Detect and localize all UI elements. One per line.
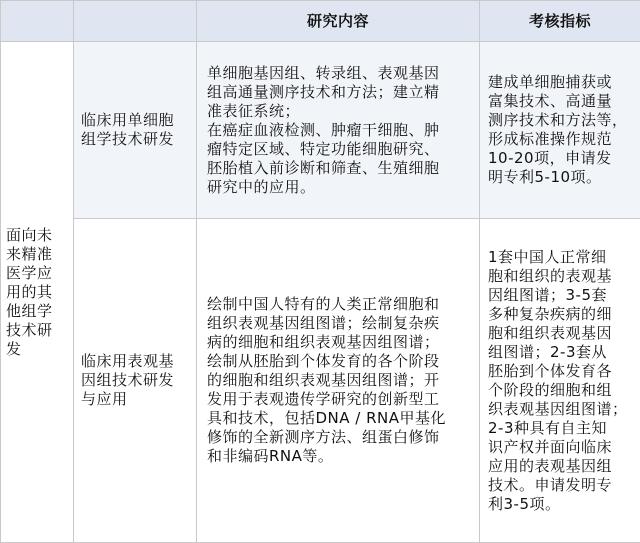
row-title bbox=[74, 352, 196, 409]
indicator-line: 利3-5项。 bbox=[488, 494, 561, 513]
row-title-line: 因组技术研发 bbox=[81, 371, 175, 389]
content-line: 发用于表观遗传学研究的创新型工 bbox=[207, 390, 440, 408]
indicator-line: 多种复杂疾病的细 bbox=[488, 304, 613, 323]
group-label-line: 医学应 bbox=[6, 263, 53, 282]
indicator-line: 明专利5-10项。 bbox=[488, 168, 602, 186]
header-research-content: 研究内容 bbox=[197, 1, 480, 42]
row-title-line: 临床用表观基 bbox=[81, 352, 175, 370]
content-line: 胚胎植入前诊断和筛查、生殖细胞 bbox=[207, 158, 440, 177]
header-assessment-indicators: 考核指标 bbox=[480, 1, 640, 42]
content-line: 研究中的应用。 bbox=[207, 177, 316, 196]
group-label-line: 他组学 bbox=[6, 301, 53, 320]
content-line: 组织表观基因组图谱；绘制复杂疾 bbox=[207, 314, 440, 332]
group-label-line: 技术研 bbox=[6, 320, 53, 339]
indicator-line: 2-3种具有自主知 bbox=[488, 418, 608, 437]
indicator-line: 形成标准操作规范 bbox=[488, 130, 613, 148]
indicator-line: 技术。申请发明专 bbox=[488, 475, 613, 494]
research-content-cell bbox=[197, 219, 480, 543]
research-content bbox=[197, 295, 479, 466]
indicator-line: 10-20项，申请发 bbox=[488, 149, 612, 167]
group-label-line: 发 bbox=[6, 339, 22, 358]
row-title-cell bbox=[74, 42, 197, 219]
research-content bbox=[197, 64, 479, 197]
header-cell-blank-2 bbox=[74, 1, 197, 42]
content-line: 病的细胞和组织表观基因组图谱； bbox=[207, 333, 440, 351]
content-line: 绘制中国人特有的人类正常细胞和 bbox=[207, 295, 440, 313]
indicator-cell bbox=[480, 219, 640, 543]
indicator-line: 富集技术、高通量 bbox=[488, 92, 613, 110]
research-content-cell bbox=[197, 42, 480, 219]
content-line: 单细胞基因组、转录组、表观基因 bbox=[207, 63, 440, 82]
indicator-line: 组图谱；2-3套从 bbox=[488, 342, 608, 361]
indicator-line: 测序技术和方法等， bbox=[488, 111, 628, 129]
row-title-cell bbox=[74, 219, 197, 543]
row-title-line: 与应用 bbox=[81, 390, 128, 408]
group-label-line: 用的其 bbox=[6, 282, 53, 301]
group-label-cell bbox=[1, 42, 74, 543]
indicator-line: 胞和组织的表观基 bbox=[488, 266, 613, 285]
indicator-line: 因组图谱；3-5套 bbox=[488, 285, 608, 304]
indicator-line: 识产权并面向临床 bbox=[488, 437, 613, 456]
indicator-line: 织表观基因组图谱； bbox=[488, 399, 628, 418]
content-line: 的细胞和组织表观基因组图谱；开 bbox=[207, 371, 440, 389]
content-line: 组高通量测序技术和方法；建立精 bbox=[207, 82, 440, 101]
table-row bbox=[1, 219, 640, 543]
indicator-cell bbox=[480, 42, 640, 219]
indicator bbox=[480, 73, 640, 187]
group-label-line: 面向未 bbox=[6, 225, 53, 244]
content-line: 和非编码RNA等。 bbox=[207, 447, 334, 465]
row-title bbox=[74, 111, 196, 149]
content-line: 准表征系统； bbox=[207, 101, 301, 120]
content-line: 在癌症血液检测、肿瘤干细胞、肿 bbox=[207, 120, 440, 139]
indicator-line: 个阶段的细胞和组 bbox=[488, 380, 613, 399]
indicator-line: 建成单细胞捕获或 bbox=[488, 73, 613, 91]
group-label bbox=[1, 226, 73, 359]
indicator-line: 胞和组织表观基因 bbox=[488, 323, 613, 342]
content-line: 瘤特定区域、特定功能细胞研究、 bbox=[207, 139, 440, 158]
indicator bbox=[480, 248, 640, 514]
indicator-line: 1套中国人正常细 bbox=[488, 247, 607, 266]
content-line: 绘制从胚胎到个体发育的各个阶段 bbox=[207, 352, 440, 370]
table-row bbox=[1, 42, 640, 219]
row-title-line: 临床用单细胞 bbox=[81, 111, 175, 129]
indicator-line: 应用的表观基因组 bbox=[488, 456, 613, 475]
indicator-line: 胚胎到个体发育各 bbox=[488, 361, 613, 380]
group-label-line: 来精准 bbox=[6, 244, 53, 263]
header-cell-blank-1 bbox=[1, 1, 74, 42]
content-line: 具和技术，包括DNA / RNA甲基化 bbox=[207, 409, 447, 427]
header-row bbox=[1, 1, 640, 42]
content-line: 修饰的全新测序方法、组蛋白修饰 bbox=[207, 428, 440, 446]
row-title-line: 组学技术研发 bbox=[81, 130, 175, 148]
